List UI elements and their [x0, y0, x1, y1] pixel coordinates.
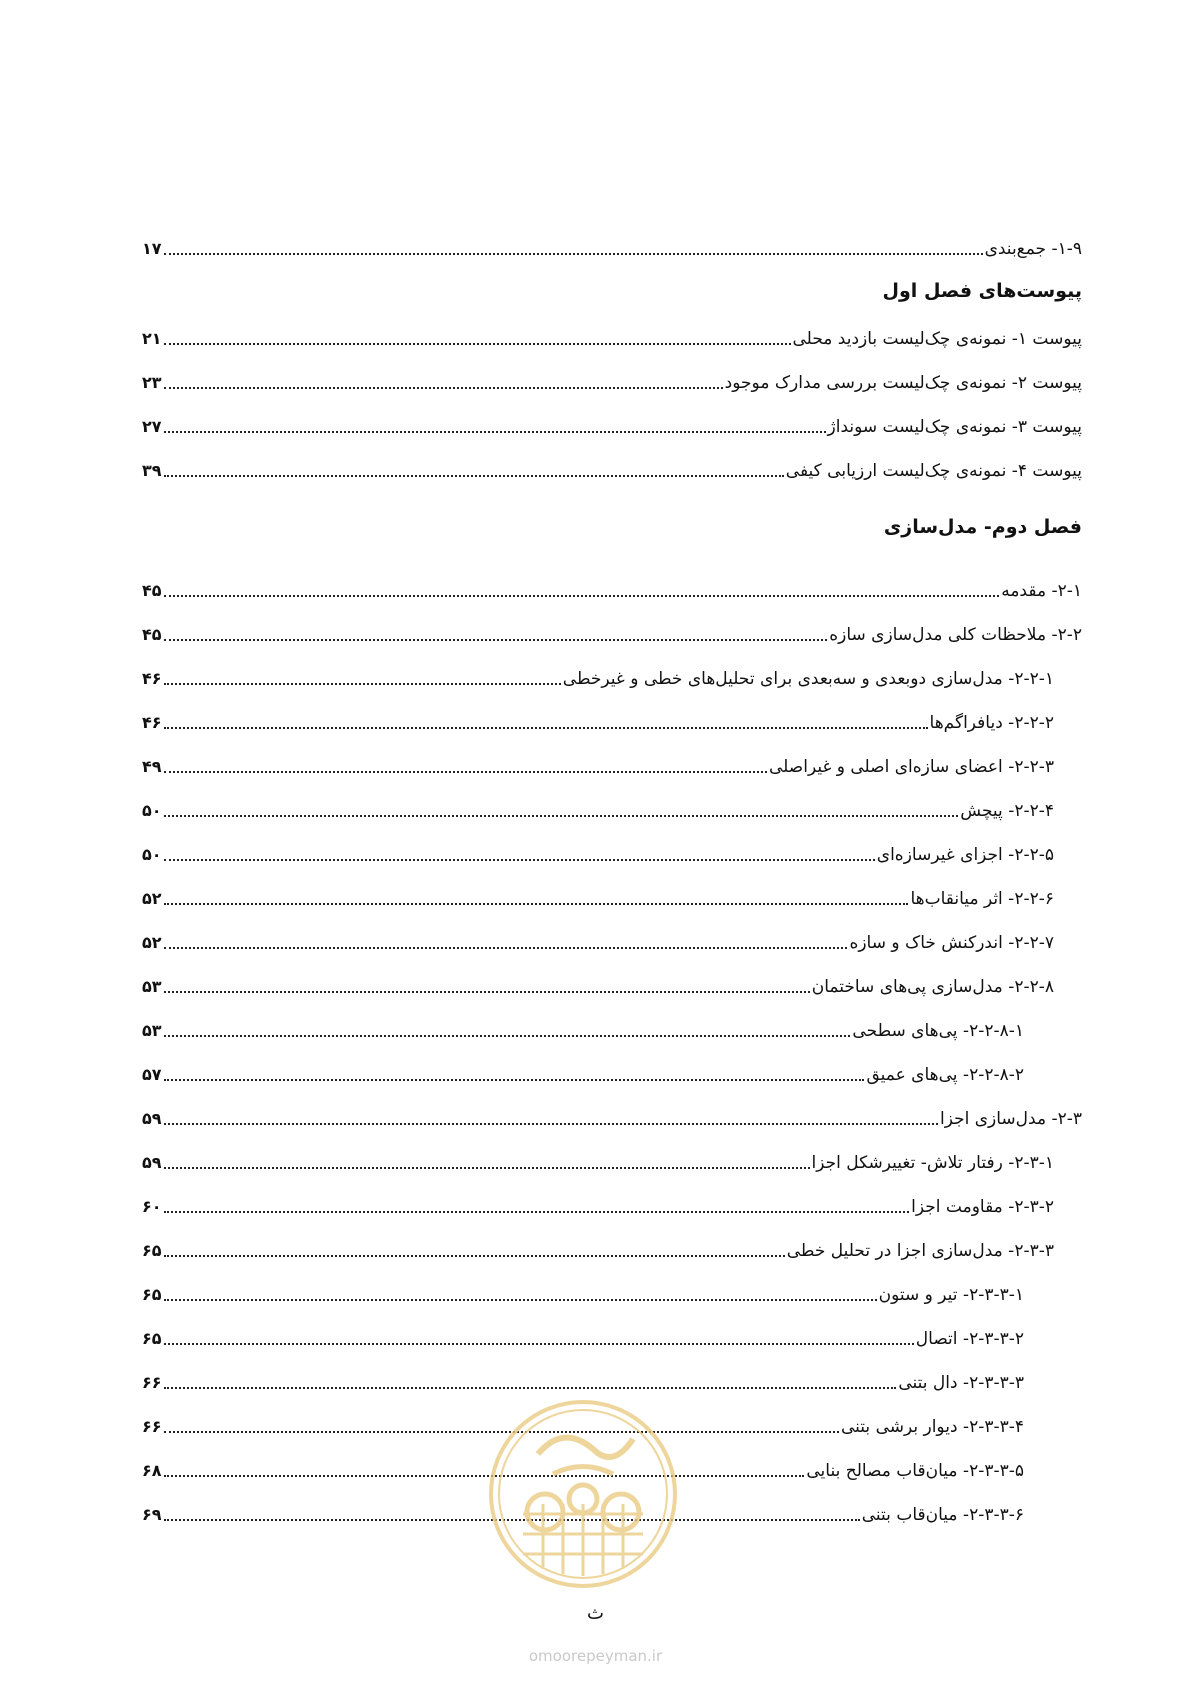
toc-entry[interactable] [142, 866, 1082, 910]
toc-entry-page: ۵۲ [142, 889, 162, 908]
watermark-site: omoorepeyman.ir [528, 1647, 663, 1665]
toc-entry-label: ۲-۳-۲- مقاومت اجزا [911, 1197, 1054, 1217]
toc-entry-page: ۳۹ [142, 461, 162, 480]
dot-leader [164, 1386, 897, 1389]
toc-entry-page: ۵۳ [142, 1021, 162, 1040]
toc-entry[interactable] [142, 558, 1082, 602]
toc-entry[interactable] [142, 306, 1082, 350]
table-of-contents [142, 216, 1082, 1526]
toc-entry[interactable] [142, 1218, 1082, 1262]
toc-entry-label: ۲-۳-۳-۵- میان‌قاب مصالح بنایی [806, 1461, 1024, 1481]
dot-leader [164, 1122, 938, 1125]
toc-entry-page: ۴۶ [142, 713, 162, 732]
toc-entry-label: ۲-۳-۱- رفتار تلاش- تغییرشکل اجزا [811, 1153, 1054, 1173]
dot-leader [164, 252, 983, 255]
toc-entry-label: ۲-۲-۷- اندرکنش خاک و سازه [849, 933, 1054, 953]
section-heading-appendices: پیوست‌های فصل اول [882, 280, 1082, 302]
toc-entry[interactable] [142, 1086, 1082, 1130]
toc-entry-page: ۴۵ [142, 581, 162, 600]
dot-leader [164, 858, 875, 861]
toc-entry-label: ۲-۱- مقدمه [1001, 581, 1082, 601]
dot-leader [164, 1078, 865, 1081]
toc-entry-label: ۲-۳-۳-۴- دیوار برشی بتنی [841, 1417, 1024, 1437]
toc-entry-page: ۶۹ [142, 1505, 162, 1524]
dot-leader [164, 682, 561, 685]
dot-leader [164, 342, 791, 345]
toc-entry-page: ۲۱ [142, 329, 162, 348]
toc-entry-label: پیوست ۳- نمونه‌ی چک‌لیست سونداژ [827, 417, 1082, 437]
toc-entry-page: ۶۵ [142, 1285, 162, 1304]
dot-leader [164, 814, 959, 817]
toc-entry[interactable] [142, 1174, 1082, 1218]
toc-entry-page: ۶۶ [142, 1373, 162, 1392]
toc-entry-page: ۶۵ [142, 1241, 162, 1260]
toc-entry[interactable] [142, 1262, 1082, 1306]
toc-entry-label: پیوست ۴- نمونه‌ی چک‌لیست ارزیابی کیفی [785, 461, 1082, 481]
toc-entry-page: ۴۵ [142, 625, 162, 644]
toc-entry[interactable] [142, 1042, 1082, 1086]
toc-entry[interactable] [142, 690, 1082, 734]
toc-chapter-2-entries [142, 558, 1082, 1526]
toc-entry-page: ۱۷ [142, 239, 162, 258]
toc-entry-page: ۵۰ [142, 801, 162, 820]
toc-entry-page: ۶۶ [142, 1417, 162, 1436]
toc-entry[interactable] [142, 646, 1082, 690]
toc-entry[interactable] [142, 998, 1082, 1042]
toc-entry[interactable] [142, 1130, 1082, 1174]
toc-entry-label: ۲-۲-۲- دیافراگم‌ها [929, 713, 1054, 733]
toc-entry[interactable] [142, 394, 1082, 438]
dot-leader [164, 1166, 810, 1169]
toc-entry-page: ۵۰ [142, 845, 162, 864]
toc-entry-page: ۲۳ [142, 373, 162, 392]
toc-entry-label: ۲-۳- مدل‌سازی اجزا [939, 1109, 1082, 1129]
toc-entry-page: ۵۷ [142, 1065, 162, 1084]
toc-entry-label: پیوست ۱- نمونه‌ی چک‌لیست بازدید محلی [792, 329, 1082, 349]
toc-entry-page: ۶۵ [142, 1329, 162, 1348]
toc-appendix-entries [142, 306, 1082, 482]
toc-entry-page: ۶۰ [142, 1197, 162, 1216]
toc-entry-page: ۶۸ [142, 1461, 162, 1480]
toc-entry-label: ۲-۳-۳-۶- میان‌قاب بتنی [861, 1505, 1024, 1525]
toc-entry[interactable] [142, 1350, 1082, 1394]
toc-entry[interactable] [142, 910, 1082, 954]
toc-entry-page: ۴۹ [142, 757, 162, 776]
toc-entry[interactable] [142, 438, 1082, 482]
toc-entry-label: ۲-۲-۵- اجزای غیرسازه‌ای [876, 845, 1054, 865]
dot-leader [164, 990, 810, 993]
dot-leader [164, 474, 784, 477]
section-heading-chapter-2: فصل دوم- مدل‌سازی [883, 516, 1082, 538]
toc-entry-label: ۲-۲- ملاحظات کلی مدل‌سازی سازه [829, 625, 1082, 645]
seal-logo-icon [483, 1394, 683, 1594]
toc-entry[interactable] [142, 954, 1082, 998]
toc-entry-page: ۴۶ [142, 669, 162, 688]
toc-entry-label: ۲-۲-۸- مدل‌سازی پی‌های ساختمان [811, 977, 1054, 997]
toc-entry-label: ۲-۳-۳-۲- اتصال [915, 1329, 1024, 1349]
toc-entry[interactable] [142, 1306, 1082, 1350]
dot-leader [164, 1034, 851, 1037]
toc-entry-page: ۵۹ [142, 1109, 162, 1128]
toc-entry-label: ۲-۲-۱- مدل‌سازی دوبعدی و سه‌بعدی برای تحلیل‌های خطی و غیرخطی [562, 669, 1054, 689]
toc-entry[interactable] [142, 602, 1082, 646]
toc-entry[interactable] [142, 778, 1082, 822]
dot-leader [164, 1298, 877, 1301]
dot-leader [164, 594, 1000, 597]
page-number: ث [587, 1603, 604, 1624]
toc-entry[interactable] [142, 734, 1082, 778]
toc-entry-label: ۲-۲-۳- اعضای سازه‌ای اصلی و غیراصلی [768, 757, 1054, 777]
toc-entry-label: ۲-۳-۳- مدل‌سازی اجزا در تحلیل خطی [786, 1241, 1054, 1261]
toc-entry-page: ۵۹ [142, 1153, 162, 1172]
dot-leader [164, 386, 723, 389]
toc-entry[interactable] [142, 216, 1082, 260]
toc-entry-label: ۲-۳-۳-۱- تیر و ستون [878, 1285, 1024, 1305]
toc-entry-page: ۵۳ [142, 977, 162, 996]
toc-entry[interactable] [142, 350, 1082, 394]
dot-leader [164, 902, 909, 905]
toc-entry-label: ۲-۲-۶- اثر میانقاب‌ها [910, 889, 1054, 909]
toc-entry-page: ۲۷ [142, 417, 162, 436]
toc-entry-label: پیوست ۲- نمونه‌ی چک‌لیست بررسی مدارک موجود [724, 373, 1082, 393]
toc-entry-label: ۲-۲-۸-۲- پی‌های عمیق [866, 1065, 1024, 1085]
dot-leader [164, 638, 828, 641]
dot-leader [164, 1342, 914, 1345]
dot-leader [164, 946, 848, 949]
toc-entry[interactable] [142, 822, 1082, 866]
dot-leader [164, 1210, 910, 1213]
dot-leader [164, 430, 826, 433]
toc-entry-label: ۲-۲-۴- پیچش [960, 801, 1054, 821]
toc-entry-label: ۲-۲-۸-۱- پی‌های سطحی [852, 1021, 1024, 1041]
toc-entry-label: ۲-۳-۳-۳- دال بتنی [898, 1373, 1024, 1393]
toc-top-entries [142, 216, 1082, 260]
dot-leader [164, 726, 928, 729]
toc-entry-page: ۵۲ [142, 933, 162, 952]
dot-leader [164, 1254, 785, 1257]
toc-entry-label: ۱-۹- جمع‌بندی [984, 239, 1082, 259]
dot-leader [164, 770, 767, 773]
